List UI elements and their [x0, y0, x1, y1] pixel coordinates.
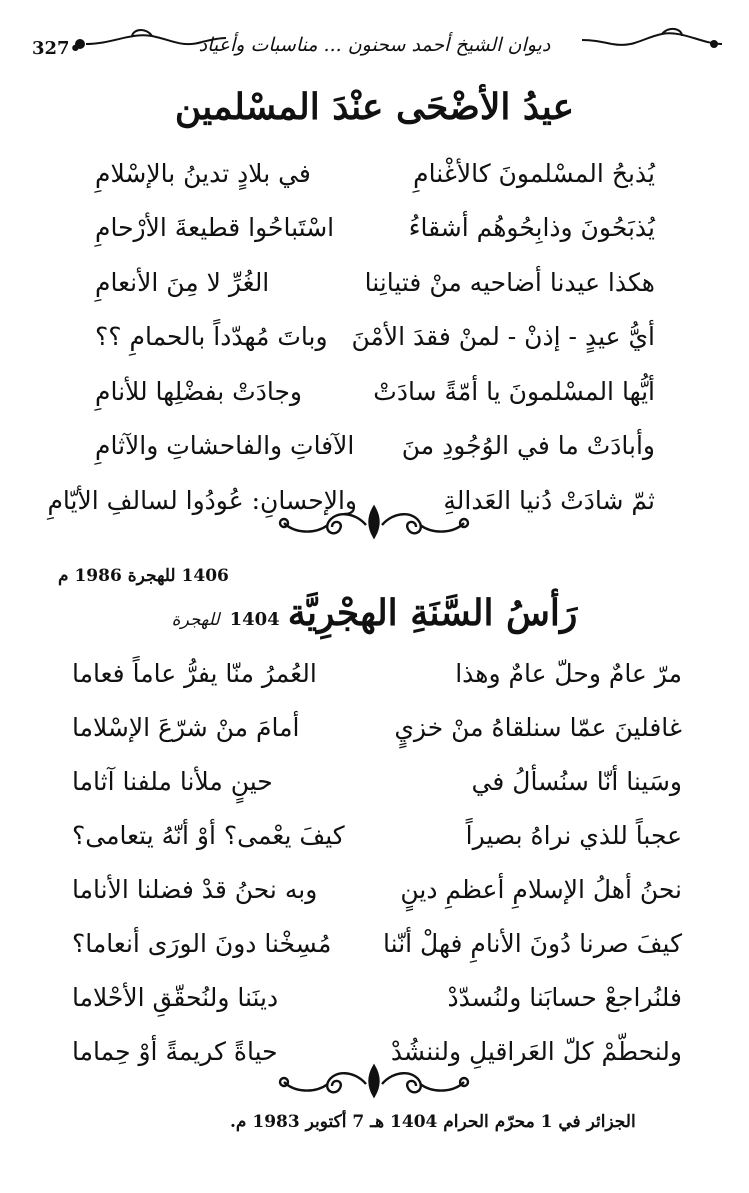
- verse-first-hemistich: عجباً للذي نراهُ بصيراً: [465, 820, 682, 850]
- verse-first-hemistich: مرّ عامٌ وحلّ عامٌ وهذا: [455, 658, 682, 688]
- verse-line: [95, 364, 655, 419]
- verse-line: [72, 916, 682, 970]
- verse-first-hemistich: وأبادَتْ ما في الوُجُودِ منَ: [401, 431, 655, 461]
- poem-title: [0, 592, 749, 634]
- verse-first-hemistich: كيفَ صرنا دُونَ الأنامِ فهلْ أنّنا: [383, 928, 682, 958]
- poem-title-year: 1404: [229, 609, 280, 630]
- verse-first-hemistich: وسَينا أنّا سنُسألُ في: [471, 766, 682, 796]
- page-number: 327•: [32, 38, 82, 59]
- verse-second-hemistich: دينَنا ولنُحقّقِ الأحْلاما: [72, 982, 279, 1012]
- verse-second-hemistich: حياةً كريمةً أوْ حِماما: [72, 1036, 278, 1066]
- verse-first-hemistich: أيُّها المسْلمونَ يا أمّةً سادَتْ: [373, 376, 655, 406]
- verse-first-hemistich: أيُّ عيدٍ - إذنْ - لمنْ فقدَ الأمْنَ: [351, 322, 655, 352]
- page-header: [22, 22, 727, 62]
- divider-ornament-icon: [274, 503, 474, 543]
- verse-line: [95, 419, 655, 474]
- poem-body: [72, 646, 682, 1078]
- date-line: الجزائر في 1 محرّم الحرام 1404 هـ 7 أكتوبر 1983 م.: [230, 1112, 636, 1132]
- verse-line: [95, 146, 655, 201]
- verse-first-hemistich: يُذبحُ المسْلمونَ كالأغْنامِ: [413, 158, 655, 188]
- verse-line: [95, 310, 655, 365]
- verse-first-hemistich: غافلينَ عمّا سنلقاهُ منْ خزيٍ: [394, 712, 682, 742]
- poem-title-text: رَأسُ السَّنَةِ الهجْرِيَّة: [287, 592, 578, 634]
- verse-first-hemistich: ولنحطّمْ كلّ العَراقيلِ ولننشُدْ: [390, 1036, 682, 1066]
- verse-second-hemistich: اسْتَباحُوا قطيعةَ الأرْحامِ: [95, 213, 335, 243]
- date-line: 1406 للهجرة 1986 م: [58, 566, 229, 586]
- poem-title: عيدُ الأضْحَى عنْدَ المسْلمين: [174, 86, 575, 128]
- verse-line: [72, 808, 682, 862]
- divider-ornament-icon: [274, 1062, 474, 1102]
- verse-first-hemistich: ثمّ شادَتْ دُنيا العَدالةِ: [443, 485, 655, 515]
- verse-line: [72, 862, 682, 916]
- verse-second-hemistich: الآفاتِ والفاحشاتِ والآثامِ: [95, 431, 355, 461]
- verse-second-hemistich: وبه نحنُ قدْ فضلنا الأناما: [72, 874, 318, 904]
- verse-line: [95, 201, 655, 256]
- verse-second-hemistich: وباتَ مُهدّداً بالحمامِ ؟؟: [95, 322, 328, 352]
- verse-second-hemistich: وجادَتْ بفضْلِها للأنامِ: [95, 376, 302, 406]
- verse-first-hemistich: نحنُ أهلُ الإسلامِ أعظمِ دينٍ: [400, 874, 682, 904]
- verse-first-hemistich: فلنُراجعْ حسابَنا ولنُسدّدْ: [447, 982, 682, 1012]
- verse-line: [95, 255, 655, 310]
- verse-second-hemistich: في بلادٍ تدينُ بالإسْلامِ: [95, 158, 311, 188]
- verse-second-hemistich: والإحسانِ: عُودُوا لسالفِ الأيّامِ: [47, 485, 357, 515]
- verse-second-hemistich: حينٍ ملأنا ملفنا آثاما: [72, 766, 273, 796]
- running-title: ديوان الشيخ أحمد سحنون ... مناسبات وأعياد: [198, 34, 551, 56]
- verse-second-hemistich: مُسِخْنا دونَ الورَى أنعاما؟: [72, 928, 332, 958]
- verse-line: [72, 754, 682, 808]
- poem-body: [47, 146, 655, 528]
- verse-line: [72, 970, 682, 1024]
- verse-line: [72, 646, 682, 700]
- verse-second-hemistich: كيفَ يعْمى؟ أوْ أنّهُ يتعامى؟: [72, 820, 345, 850]
- verse-second-hemistich: الغُرِّ لا مِنَ الأنعامِ: [95, 267, 270, 297]
- verse-first-hemistich: هكذا عيدنا أضاحيه منْ فتيانِنا: [364, 267, 655, 297]
- verse-second-hemistich: أمامَ منْ شرّعَ الإسْلاما: [72, 712, 300, 742]
- verse-line: [72, 700, 682, 754]
- verse-first-hemistich: يُذبَحُونَ وذابِحُوهُم أشقاءُ: [408, 213, 655, 243]
- verse-second-hemistich: العُمرُ منّا يفرُّ عاماً فعاما: [72, 658, 317, 688]
- poem-title-note: للهجرة: [171, 610, 220, 630]
